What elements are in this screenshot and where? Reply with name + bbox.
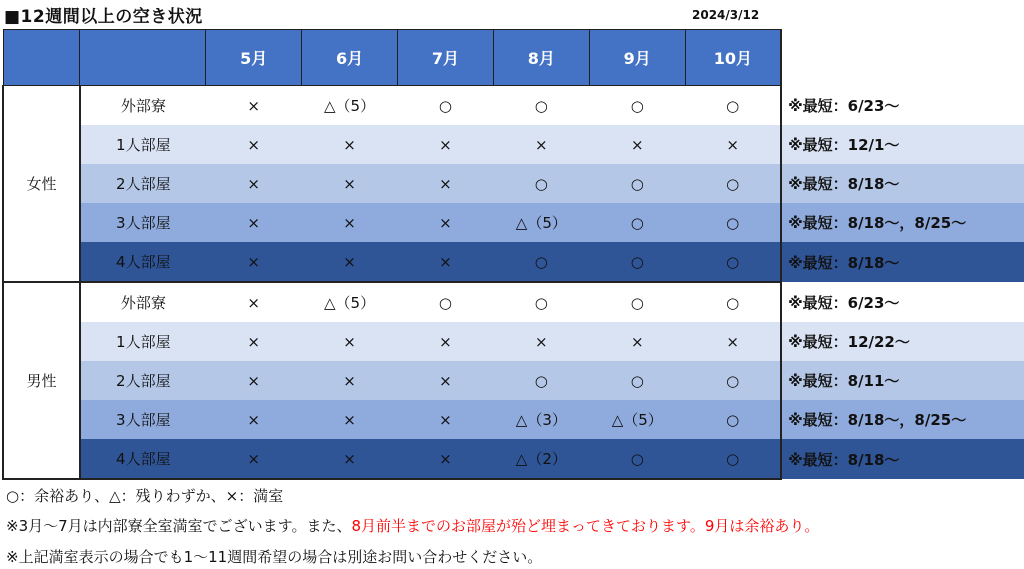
availability-cell: ○ [493, 242, 589, 282]
availability-cell: ○ [685, 86, 781, 126]
table-row [3, 361, 1024, 400]
availability-cell: △（5） [302, 282, 398, 322]
month-header: 5月 [206, 30, 302, 86]
legend-line: ○：余裕あり、△：残りわずか、×：満室 [6, 487, 284, 505]
room-type-label: 1人部屋 [80, 322, 206, 361]
availability-cell: ○ [493, 164, 589, 203]
availability-cell: × [398, 242, 494, 282]
table-row [3, 164, 1024, 203]
earliest-date-note: ※最短：8/18～ [781, 439, 1024, 479]
availability-cell: × [302, 164, 398, 203]
availability-cell: × [206, 242, 302, 282]
availability-cell: ○ [589, 164, 685, 203]
availability-cell: × [685, 125, 781, 164]
room-type-label: 外部寮 [80, 86, 206, 126]
month-header: 9月 [589, 30, 685, 86]
room-type-label: 2人部屋 [80, 361, 206, 400]
earliest-date-note: ※最短：8/11～ [781, 361, 1024, 400]
month-header: 7月 [398, 30, 494, 86]
availability-cell: × [493, 322, 589, 361]
availability-cell: ○ [589, 86, 685, 126]
availability-cell: ○ [493, 282, 589, 322]
availability-cell: × [206, 164, 302, 203]
table-row [3, 86, 1024, 126]
legend-line [6, 515, 819, 536]
availability-cell: △（3） [493, 400, 589, 439]
availability-cell: × [206, 400, 302, 439]
availability-cell: × [398, 125, 494, 164]
availability-cell: × [398, 203, 494, 242]
availability-cell: × [398, 322, 494, 361]
availability-cell: ○ [685, 361, 781, 400]
legend-highlight-text: 8月前半までのお部屋が殆ど埋まってきております。9月は余裕あり。 [351, 517, 820, 535]
earliest-date-note: ※最短：6/23～ [781, 86, 1024, 126]
table-body [3, 86, 1024, 480]
availability-cell: ○ [398, 86, 494, 126]
earliest-date-note: ※最短：12/22～ [781, 322, 1024, 361]
availability-cell: ○ [685, 282, 781, 322]
availability-cell: △（2） [493, 439, 589, 479]
availability-cell: × [589, 125, 685, 164]
table-row [3, 203, 1024, 242]
room-type-label: 4人部屋 [80, 439, 206, 479]
availability-cell: ○ [589, 282, 685, 322]
availability-cell: ○ [589, 361, 685, 400]
earliest-date-note: ※最短：8/18～，8/25～ [781, 203, 1024, 242]
availability-cell: ○ [589, 242, 685, 282]
availability-cell: × [398, 439, 494, 479]
earliest-date-note: ※最短：12/1～ [781, 125, 1024, 164]
availability-cell: × [398, 164, 494, 203]
page-title: ■12週間以上の空き状況 [4, 7, 203, 27]
legend-line: ※上記満室表示の場合でも1～11週間希望の場合は別途お問い合わせください。 [6, 548, 543, 566]
availability-cell: × [206, 322, 302, 361]
room-type-label: 3人部屋 [80, 400, 206, 439]
availability-cell: ○ [685, 242, 781, 282]
availability-cell: ○ [398, 282, 494, 322]
availability-cell: × [206, 282, 302, 322]
availability-cell: × [206, 361, 302, 400]
earliest-date-note: ※最短：8/18～ [781, 164, 1024, 203]
table-row [3, 439, 1024, 479]
availability-cell: × [302, 400, 398, 439]
gender-label: 女性 [3, 86, 80, 283]
availability-cell: ○ [685, 203, 781, 242]
gender-label: 男性 [3, 282, 80, 479]
header-note-spacer [781, 30, 1024, 86]
room-type-label: 2人部屋 [80, 164, 206, 203]
header-corner-cell [3, 30, 80, 86]
availability-cell: × [398, 400, 494, 439]
availability-cell: × [206, 125, 302, 164]
room-type-label: 外部寮 [80, 282, 206, 322]
availability-cell: × [685, 322, 781, 361]
room-type-label: 3人部屋 [80, 203, 206, 242]
table-row [3, 242, 1024, 282]
room-type-label: 4人部屋 [80, 242, 206, 282]
table-header-row [3, 30, 1024, 86]
earliest-date-note: ※最短：8/18～，8/25～ [781, 400, 1024, 439]
month-header: 8月 [493, 30, 589, 86]
availability-cell: △（5） [493, 203, 589, 242]
availability-cell: ○ [493, 361, 589, 400]
date-label: 2024/3/12 [692, 8, 760, 22]
earliest-date-note: ※最短：6/23～ [781, 282, 1024, 322]
availability-cell: × [302, 439, 398, 479]
availability-cell: × [302, 125, 398, 164]
availability-cell: ○ [685, 400, 781, 439]
availability-cell: × [589, 322, 685, 361]
availability-cell: ○ [589, 203, 685, 242]
availability-cell: ○ [685, 164, 781, 203]
availability-cell: × [302, 203, 398, 242]
availability-cell: ○ [493, 86, 589, 126]
month-header: 6月 [302, 30, 398, 86]
availability-cell: △（5） [302, 86, 398, 126]
availability-cell: × [493, 125, 589, 164]
table-row [3, 282, 1024, 322]
availability-cell: × [206, 439, 302, 479]
legend-text: ※3月～7月は内部寮全室満室でございます。また、 [6, 517, 352, 535]
availability-cell: × [206, 203, 302, 242]
availability-cell: △（5） [589, 400, 685, 439]
availability-cell: × [302, 322, 398, 361]
availability-cell: ○ [685, 439, 781, 479]
availability-cell: × [302, 361, 398, 400]
month-header: 10月 [685, 30, 781, 86]
table-row [3, 400, 1024, 439]
room-type-label: 1人部屋 [80, 125, 206, 164]
table-row [3, 322, 1024, 361]
availability-cell: × [206, 86, 302, 126]
availability-cell: × [398, 361, 494, 400]
table-row [3, 125, 1024, 164]
earliest-date-note: ※最短：8/18～ [781, 242, 1024, 282]
availability-cell: × [302, 242, 398, 282]
header-type-cell [80, 30, 206, 86]
availability-cell: ○ [589, 439, 685, 479]
availability-table [2, 29, 1024, 480]
